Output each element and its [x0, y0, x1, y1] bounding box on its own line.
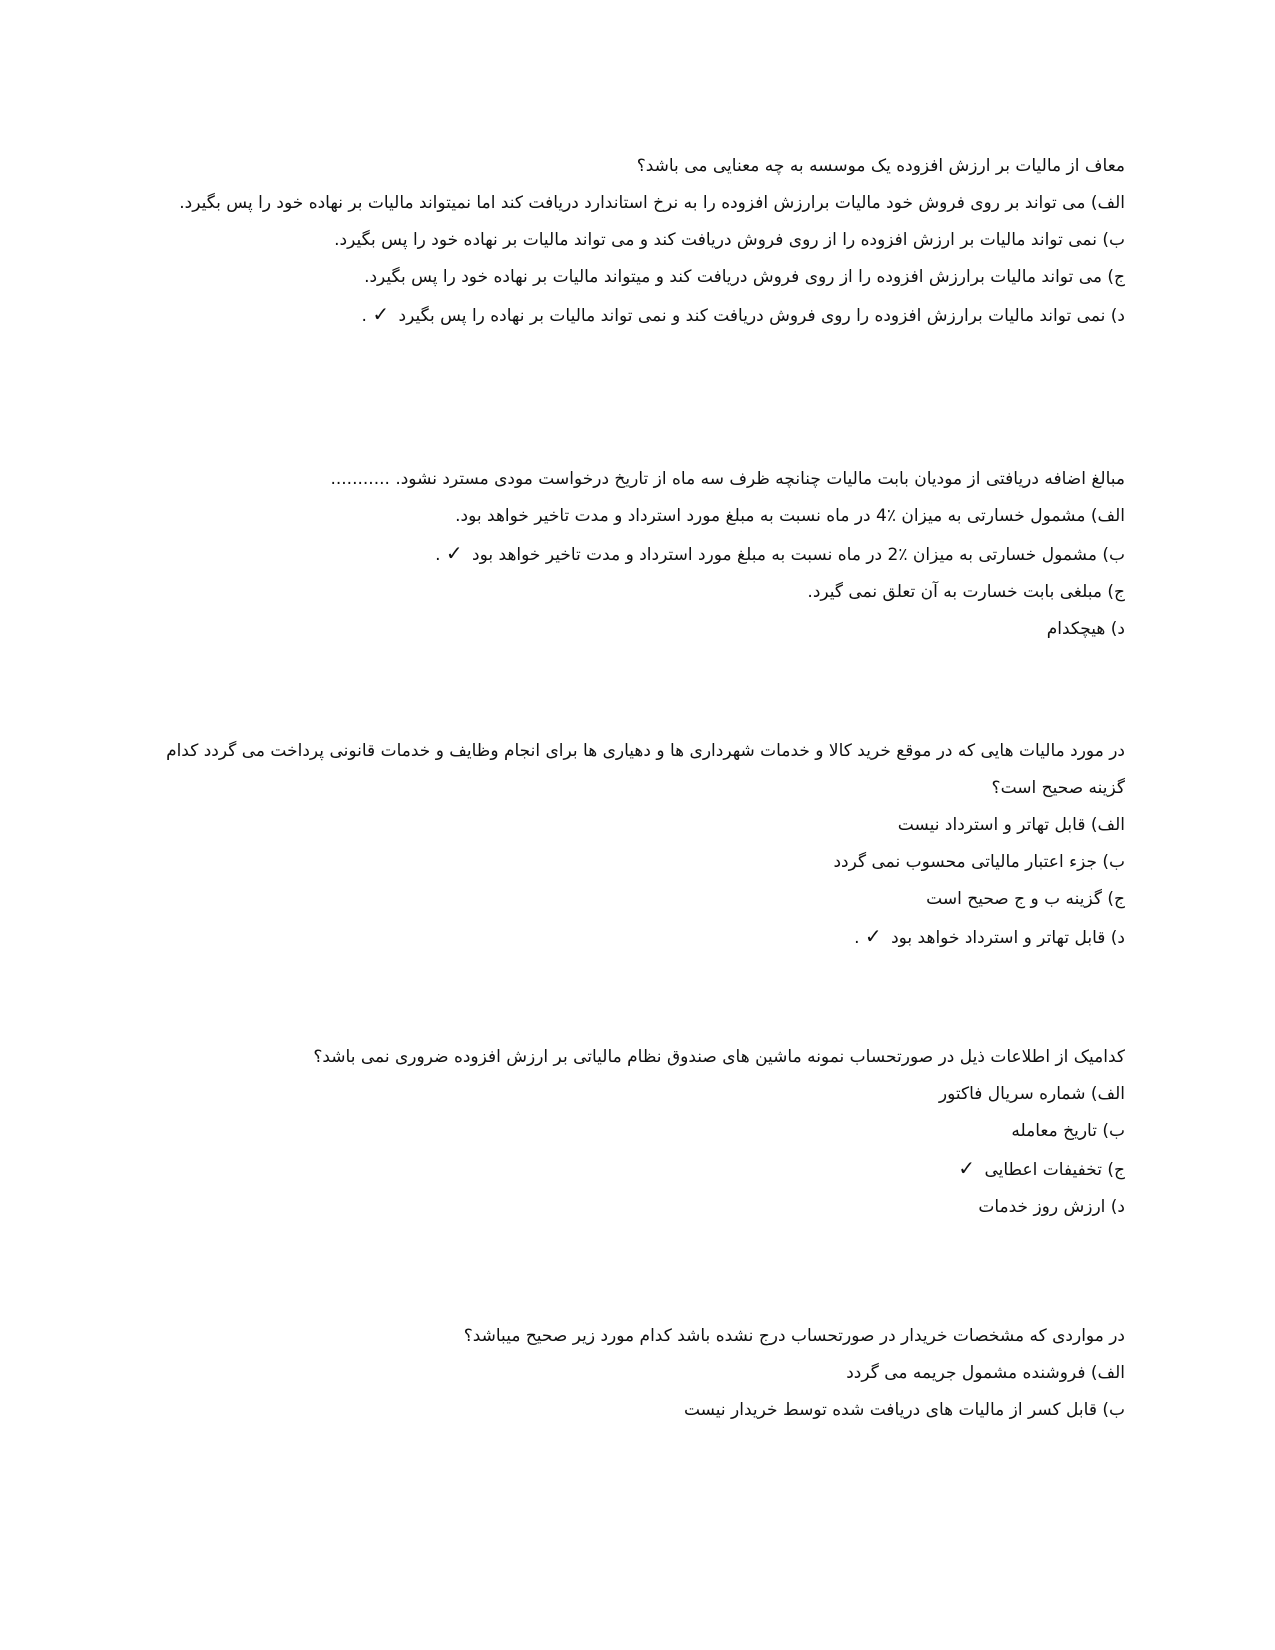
- answer-option: ج) مبلغی بابت خسارت به آن تعلق نمی گیرد.: [807, 582, 1125, 602]
- answer-option-correct: [150, 1150, 1125, 1189]
- question-block: [150, 1318, 1125, 1429]
- answer-option: الف) شماره سریال فاکتور: [938, 1084, 1125, 1104]
- answer-option-suffix: .: [854, 928, 865, 948]
- answer-option-correct: [150, 918, 1125, 957]
- answer-option: ج) می تواند مالیات برارزش افزوده را از روی فروش دریافت کند و میتواند مالیات بر نهاده خود را پس بگیرد.: [364, 267, 1125, 287]
- answer-option: ب) نمی تواند مالیات بر ارزش افزوده را از روی فروش دریافت کند و می تواند مالیات بر نهاده خود را پس بگیرد.: [334, 230, 1125, 250]
- question-block: [150, 461, 1125, 648]
- checkmark-icon: ✓: [958, 1156, 976, 1180]
- checkmark-icon: ✓: [372, 302, 390, 326]
- answer-option-correct: [150, 535, 1125, 574]
- answer-option: ب) جزء اعتبار مالیاتی محسوب نمی گردد: [833, 852, 1125, 872]
- answer-option-text: د) قابل تهاتر و استرداد خواهد بود: [891, 928, 1125, 948]
- answer-option: الف) می تواند بر روی فروش خود مالیات برارزش افزوده را به نرخ استاندارد دریافت کند اما نمیتواند مالیات بر نهاده خود را پس بگیرد.: [179, 193, 1125, 213]
- answer-option: الف) فروشنده مشمول جریمه می گردد: [846, 1363, 1125, 1383]
- answer-option: ج) گزینه ب و ج صحیح است: [926, 889, 1125, 909]
- answer-option: الف) قابل تهاتر و استرداد نیست: [897, 815, 1125, 835]
- question-block: [150, 1039, 1125, 1226]
- answer-option: الف) مشمول خسارتی به میزان ٪4 در ماه نسبت به مبلغ مورد استرداد و مدت تاخیر خواهد بود.: [455, 506, 1125, 526]
- answer-option-suffix: .: [435, 545, 446, 565]
- question-text: در مواردی که مشخصات خریدار در صورتحساب درج نشده باشد کدام مورد زیر صحیح میباشد؟: [463, 1326, 1125, 1346]
- answer-option: د) ارزش روز خدمات: [978, 1197, 1125, 1217]
- answer-option-correct: [150, 296, 1125, 335]
- question-text: در مورد مالیات هایی که در موقع خرید کالا و خدمات شهرداری ها و دهیاری ها برای انجام وظایف و خدمات قانونی پرداخت می گردد کدام گزینه صحیح است؟: [166, 741, 1125, 798]
- answer-option-suffix: .: [361, 306, 373, 326]
- answer-option: ب) قابل کسر از مالیات های دریافت شده توسط خریدار نیست: [683, 1400, 1125, 1420]
- answer-option-text: ب) مشمول خسارتی به میزان ٪2 در ماه نسبت به مبلغ مورد استرداد و مدت تاخیر خواهد بود: [472, 545, 1125, 565]
- checkmark-icon: ✓: [864, 924, 882, 948]
- answer-option-text: د) نمی تواند مالیات برارزش افزوده را روی فروش دریافت کند و نمی تواند مالیات بر نهاده را پس بگیرد: [398, 306, 1125, 326]
- question-text: کدامیک از اطلاعات ذیل در صورتحساب نمونه ماشین های صندوق نظام مالیاتی بر ارزش افزوده ضروری نمی باشد؟: [313, 1047, 1125, 1067]
- answer-option: ب) تاریخ معامله: [1011, 1121, 1125, 1141]
- checkmark-icon: ✓: [445, 541, 463, 565]
- question-text: مبالغ اضافه دریافتی از مودیان بابت مالیات چنانچه ظرف سه ماه از تاریخ درخواست مودی مسترد نشود. ...........: [330, 469, 1125, 489]
- question-block: [150, 148, 1125, 335]
- answer-option-text: ج) تخفیفات اعطایی: [984, 1160, 1125, 1180]
- question-block: [150, 733, 1125, 957]
- question-text: معاف از مالیات بر ارزش افزوده یک موسسه به چه معنایی می باشد؟: [636, 156, 1125, 176]
- answer-option: د) هیچکدام: [1046, 619, 1125, 639]
